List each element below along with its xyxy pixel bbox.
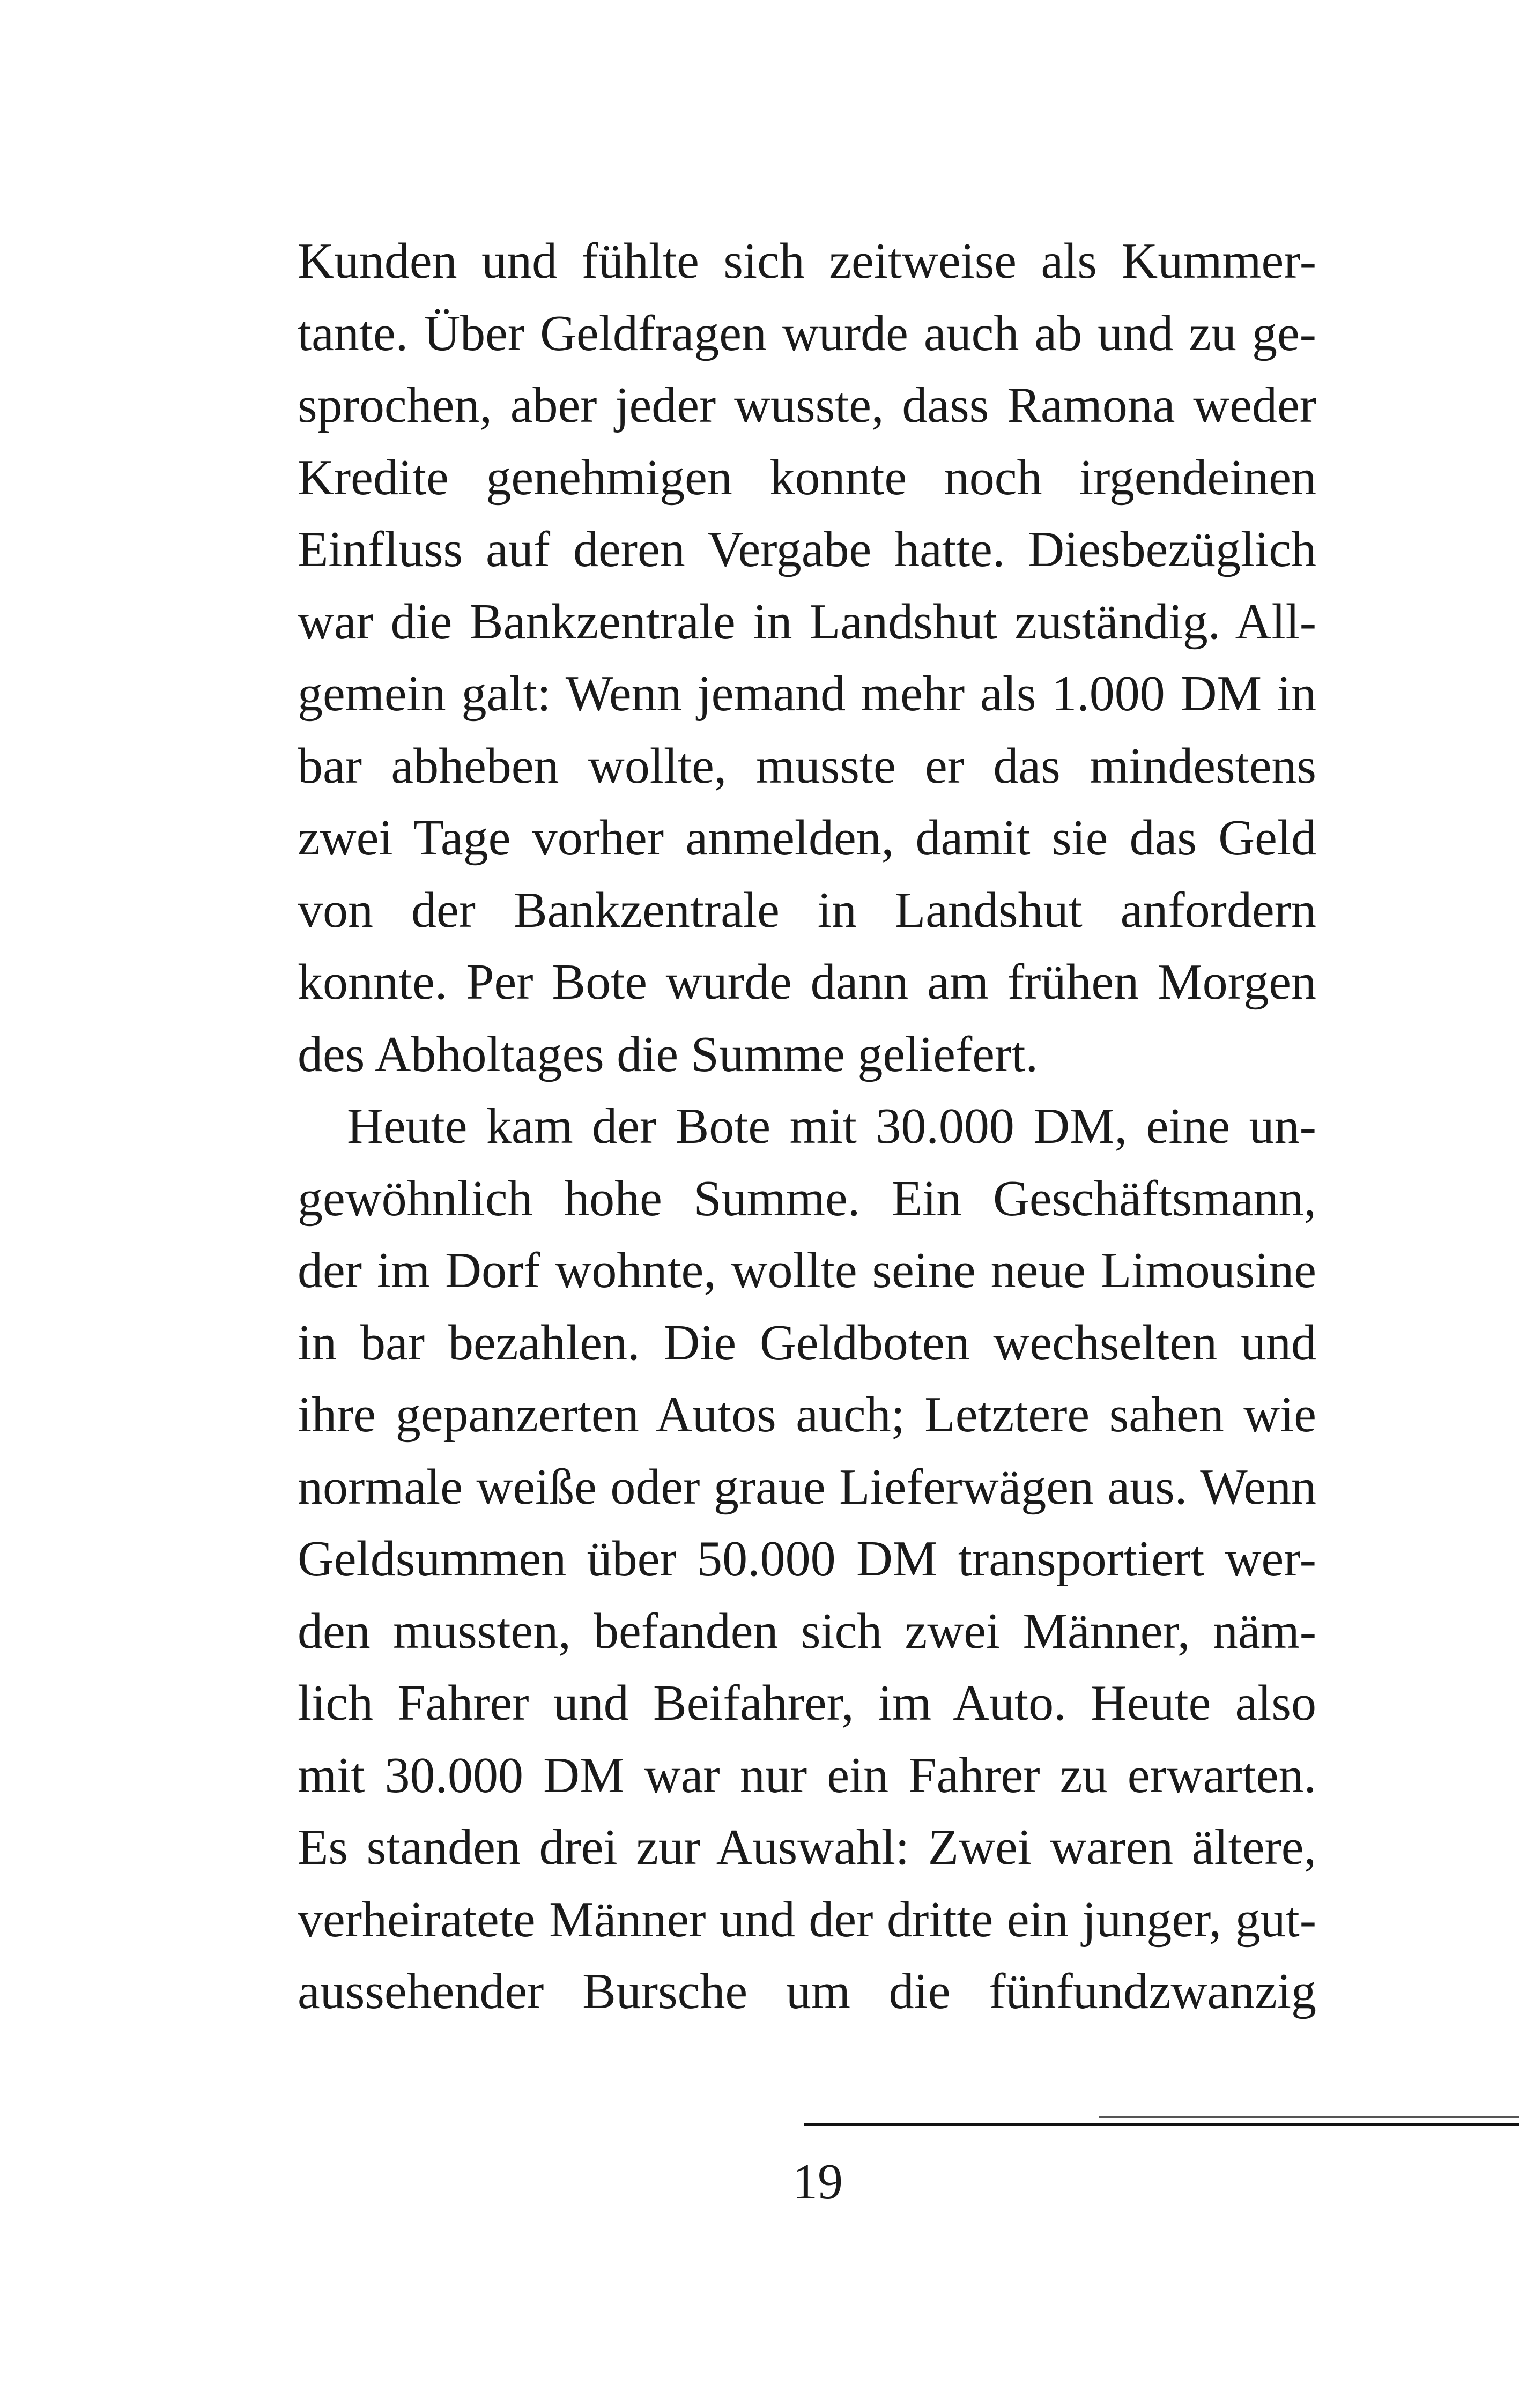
text-line: Heute kam der Bote mit 30.000 DM, eine un- [347,1098,1316,1154]
text-line: tante. Über Geldfragen wurde auch ab und zu ge- [298,305,1316,361]
text-line: verheiratete Männer und der dritte ein junger, gut- [298,1891,1316,1948]
text-line: lich Fahrer und Beifahrer, im Auto. Heute also [298,1675,1316,1731]
text-line: aussehender Bursche um die fünfundzwanzig [298,1964,1316,2019]
text-line: mit 30.000 DM war nur ein Fahrer zu erwarten. [298,1747,1316,1803]
text-line: von der Bankzentrale in Landshut anfordern [298,882,1316,938]
body-text [298,225,1316,2028]
text-line: bar abheben wollte, musste er das mindestens [298,738,1316,794]
text-line: gewöhnlich hohe Summe. Ein Geschäftsmann, [298,1170,1316,1227]
text-line: konnte. Per Bote wurde dann am frühen Morgen [298,954,1316,1010]
text-line: Es standen drei zur Auswahl: Zwei waren ältere, [298,1819,1316,1875]
text-line: den mussten, befanden sich zwei Männer, näm- [298,1603,1316,1659]
text-line: Geldsummen über 50.000 DM transportiert wer- [298,1531,1316,1587]
page-number: 19 [792,2154,843,2210]
text-line: der im Dorf wohnte, wollte seine neue Limousine [298,1243,1316,1298]
paragraph-2 [298,1090,1316,2028]
text-line: des Abholtages die Summe geliefert. [298,1026,1038,1082]
text-line: sprochen, aber jeder wusste, dass Ramona weder [298,377,1316,433]
text-line: Einfluss auf deren Vergabe hatte. Diesbezüglich [298,522,1316,577]
text-line: Kunden und fühlte sich zeitweise als Kummer- [298,233,1316,289]
text-line: ihre gepanzerten Autos auch; Letztere sahen wie [298,1387,1316,1443]
text-line: zwei Tage vorher anmelden, damit sie das Geld [298,810,1316,866]
text-line: Kredite genehmigen konnte noch irgendeinen [298,449,1316,506]
text-line: in bar bezahlen. Die Geldboten wechselten und [298,1314,1316,1371]
text-line: gemein galt: Wenn jemand mehr als 1.000 DM in [298,666,1316,722]
footer-rule [804,2123,1519,2126]
paragraph-1 [298,225,1316,1090]
text-line: normale weiße oder graue Lieferwägen aus. Wenn [298,1459,1316,1515]
footer-rule-accent [1099,2116,1519,2118]
text-line: war die Bankzentrale in Landshut zuständig. All- [298,593,1316,650]
